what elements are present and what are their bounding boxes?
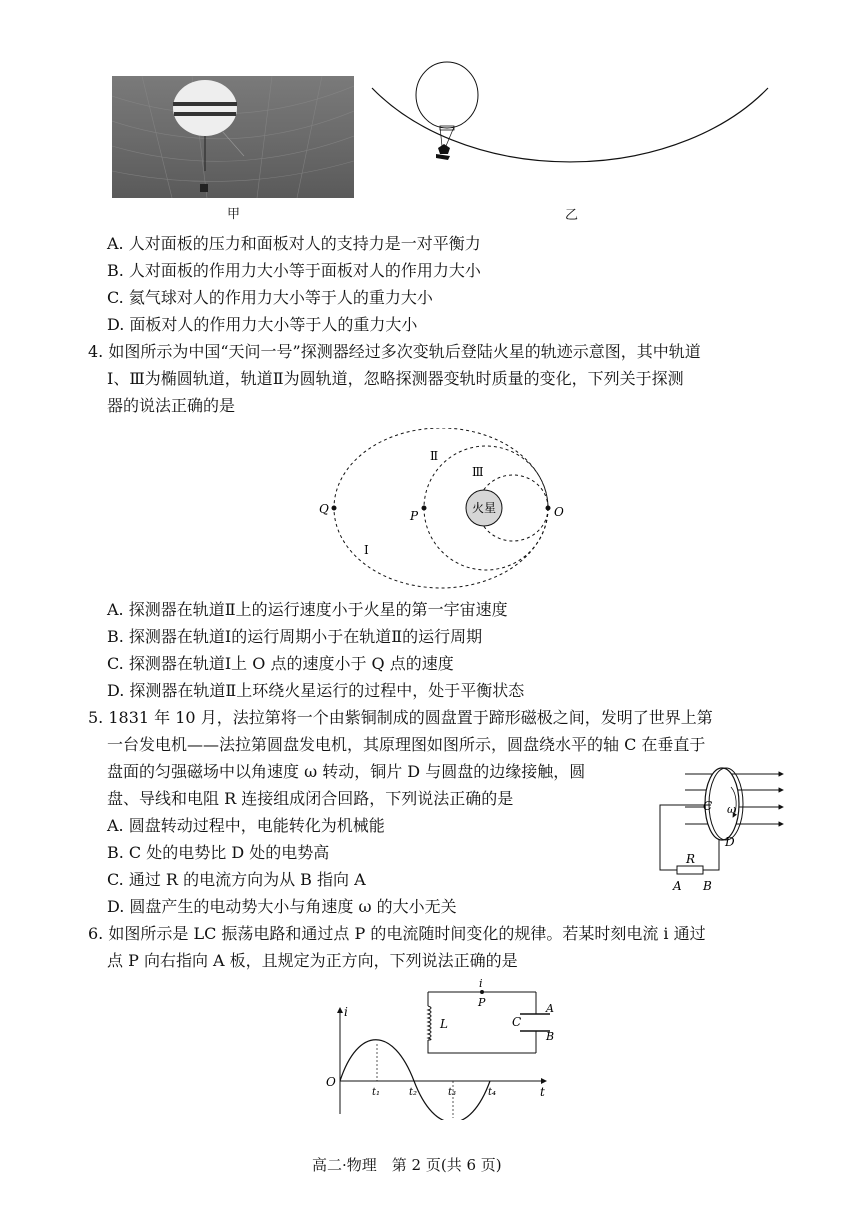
orbit-diagram bbox=[312, 428, 582, 608]
figure-caption-jia: 甲 bbox=[227, 207, 241, 222]
lc-oscillation-figure bbox=[318, 978, 568, 1120]
lc-circuit-i: i bbox=[479, 978, 483, 990]
q5-option-d: D. 圆盘产生的电动势大小与角速度 ω 的大小无关 bbox=[107, 897, 457, 916]
q4-option-b: B. 探测器在轨道Ⅰ的运行周期小于在轨道Ⅱ的运行周期 bbox=[107, 627, 483, 646]
q6-stem-line1: 6. 如图所示是 LC 振荡电路和通过点 P 的电流随时间变化的规律。若某时刻电流 i 通过 bbox=[88, 924, 706, 943]
lc-axis-i: i bbox=[344, 1005, 348, 1019]
lc-t4: t₄ bbox=[488, 1087, 497, 1098]
lc-circuit-c: C bbox=[512, 1015, 522, 1029]
q5-stem-line3: 盘面的匀强磁场中以角速度 ω 转动，铜片 D 与圆盘的边缘接触，圆 bbox=[107, 762, 586, 781]
q4-stem-line3: 器的说法正确的是 bbox=[107, 396, 236, 415]
disc-label-a: A bbox=[673, 879, 682, 893]
orbit-label-p: P bbox=[410, 509, 419, 523]
q5-stem-line1: 5. 1831 年 10 月，法拉第将一个由紫铜制成的圆盘置于蹄形磁极之间，发明了世界上第 bbox=[88, 708, 713, 727]
orbit-label-ii: Ⅱ bbox=[430, 449, 439, 463]
lc-circuit-a: A bbox=[546, 1002, 554, 1015]
lc-circuit-l: L bbox=[440, 1017, 448, 1031]
orbit-label-i: Ⅰ bbox=[364, 543, 369, 557]
q3-option-c: C. 氦气球对人的作用力大小等于人的重力大小 bbox=[107, 288, 433, 307]
lc-t2: t₂ bbox=[409, 1087, 418, 1098]
lc-origin: O bbox=[326, 1075, 336, 1089]
lc-circuit-p: P bbox=[478, 996, 486, 1009]
orbit-planet-label: 火星 bbox=[471, 501, 497, 515]
q5-option-b: B. C 处的电势比 D 处的电势高 bbox=[107, 843, 330, 862]
lc-t3: t₃ bbox=[448, 1087, 457, 1098]
q5-option-c: C. 通过 R 的电流方向为从 B 指向 A bbox=[107, 870, 366, 889]
q4-stem-line1: 4. 如图所示为中国“天问一号”探测器经过多次变轨后登陆火星的轨迹示意图，其中轨道 bbox=[88, 342, 701, 361]
q3-option-a: A. 人对面板的压力和面板对人的支持力是一对平衡力 bbox=[107, 234, 481, 253]
lc-circuit-b: B bbox=[546, 1030, 555, 1043]
q4-stem-line2: Ⅰ、Ⅲ为椭圆轨道，轨道Ⅱ为圆轨道，忽略探测器变轨时质量的变化，下列关于探测 bbox=[107, 369, 684, 388]
disc-label-r: R bbox=[686, 852, 696, 866]
q3-option-b: B. 人对面板的作用力大小等于面板对人的作用力大小 bbox=[107, 261, 481, 280]
q6-stem-line2: 点 P 向右指向 A 板，且规定为正方向，下列说法正确的是 bbox=[107, 951, 518, 970]
orbit-label-q: Q bbox=[319, 502, 329, 516]
q3-option-d: D. 面板对人的作用力大小等于人的重力大小 bbox=[107, 315, 418, 334]
q4-option-c: C. 探测器在轨道Ⅰ上 O 点的速度小于 Q 点的速度 bbox=[107, 654, 454, 673]
q5-option-a: A. 圆盘转动过程中，电能转化为机械能 bbox=[107, 816, 385, 835]
q4-option-a: A. 探测器在轨道Ⅱ上的运行速度小于火星的第一宇宙速度 bbox=[107, 600, 508, 619]
lc-axis-t: t bbox=[540, 1085, 545, 1099]
page-footer: 高二·物理 第 2 页(共 6 页) bbox=[312, 1156, 502, 1174]
figure-caption-yi: 乙 bbox=[565, 208, 579, 223]
q5-stem-line4: 盘、导线和电阻 R 连接组成闭合回路，下列说法正确的是 bbox=[107, 789, 514, 808]
disc-label-omega: ω bbox=[727, 803, 736, 816]
balloon-photo bbox=[112, 76, 354, 198]
bowl-diagram bbox=[368, 58, 772, 203]
q4-option-d: D. 探测器在轨道Ⅱ上环绕火星运行的过程中，处于平衡状态 bbox=[107, 681, 525, 700]
disc-label-d: D bbox=[725, 835, 735, 849]
lc-t1: t₁ bbox=[372, 1087, 381, 1098]
disc-label-c: C bbox=[703, 799, 713, 813]
faraday-disc-diagram bbox=[655, 762, 790, 898]
disc-label-b: B bbox=[703, 879, 712, 893]
orbit-label-o: O bbox=[554, 505, 564, 519]
orbit-label-iii: Ⅲ bbox=[472, 465, 484, 479]
q5-stem-line2: 一台发电机——法拉第圆盘发电机，其原理图如图所示，圆盘绕水平的轴 C 在垂直于 bbox=[107, 735, 706, 754]
